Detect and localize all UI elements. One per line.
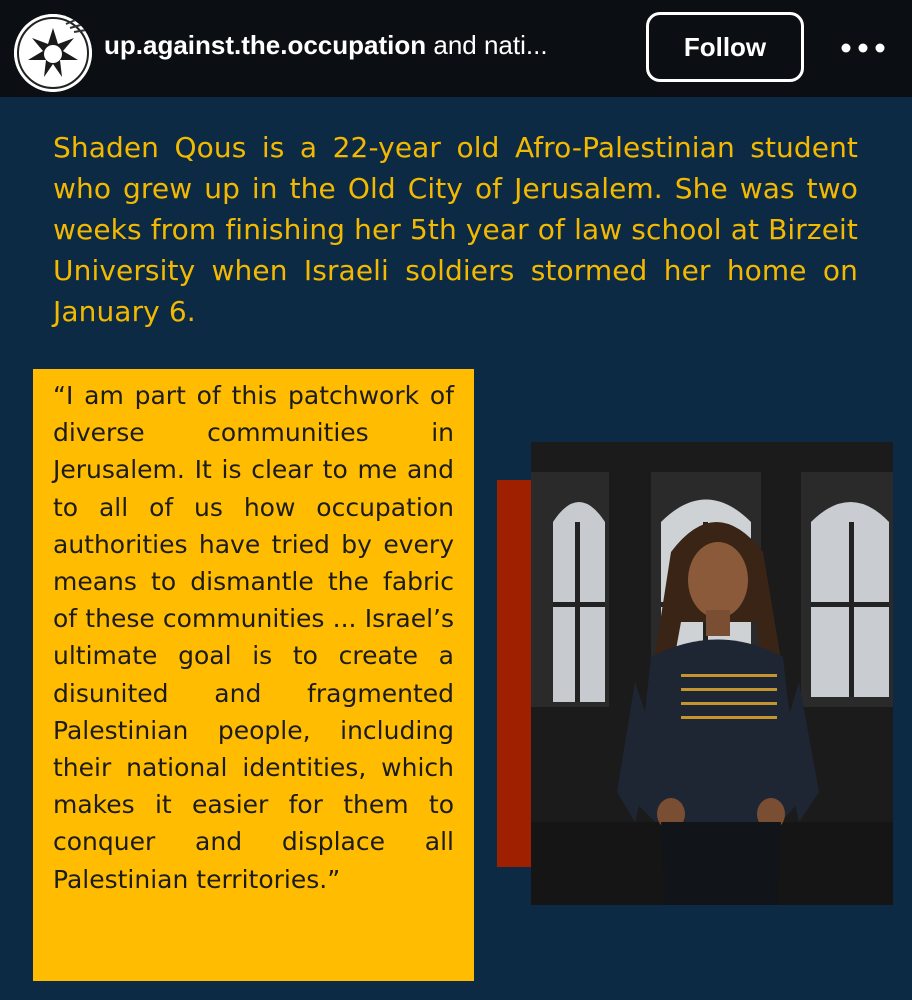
post-header [0,0,912,97]
quote-box [33,369,474,981]
quote-text: “I am part of this patchwork of diverse communities in Jerusalem. It is clear to me and to all of us how occupation authorities have tried by every means to dismantle the fabric of these communities ... Israel’s ultimate goal is to create a disunited and fragmented Palestinian people, including their national identities, which makes it easier for them to conquer and displace all Palestinian territories.” [53,381,454,894]
follow-button[interactable]: Follow [646,12,804,82]
collaborator-text[interactable]: and nati... [426,30,548,60]
profile-avatar-logo-icon [14,14,92,92]
red-accent-bar [497,480,531,867]
avatar[interactable] [14,14,92,92]
post-image [0,97,912,1000]
intro-paragraph: Shaden Qous is a 22-year old Afro-Palestinian student who grew up in the Old City of Jerusalem. She was two weeks from finishing her 5th year of law school at Birzeit University when Israeli soldiers stormed her home on January 6. [53,131,858,328]
username-link[interactable]: up.against.the.occupation [104,30,427,60]
portrait-photo [531,442,893,905]
header-text [104,30,624,61]
more-options-button[interactable] [838,30,888,66]
more-horizontal-icon [838,42,888,54]
portrait-photo-icon [531,442,893,905]
